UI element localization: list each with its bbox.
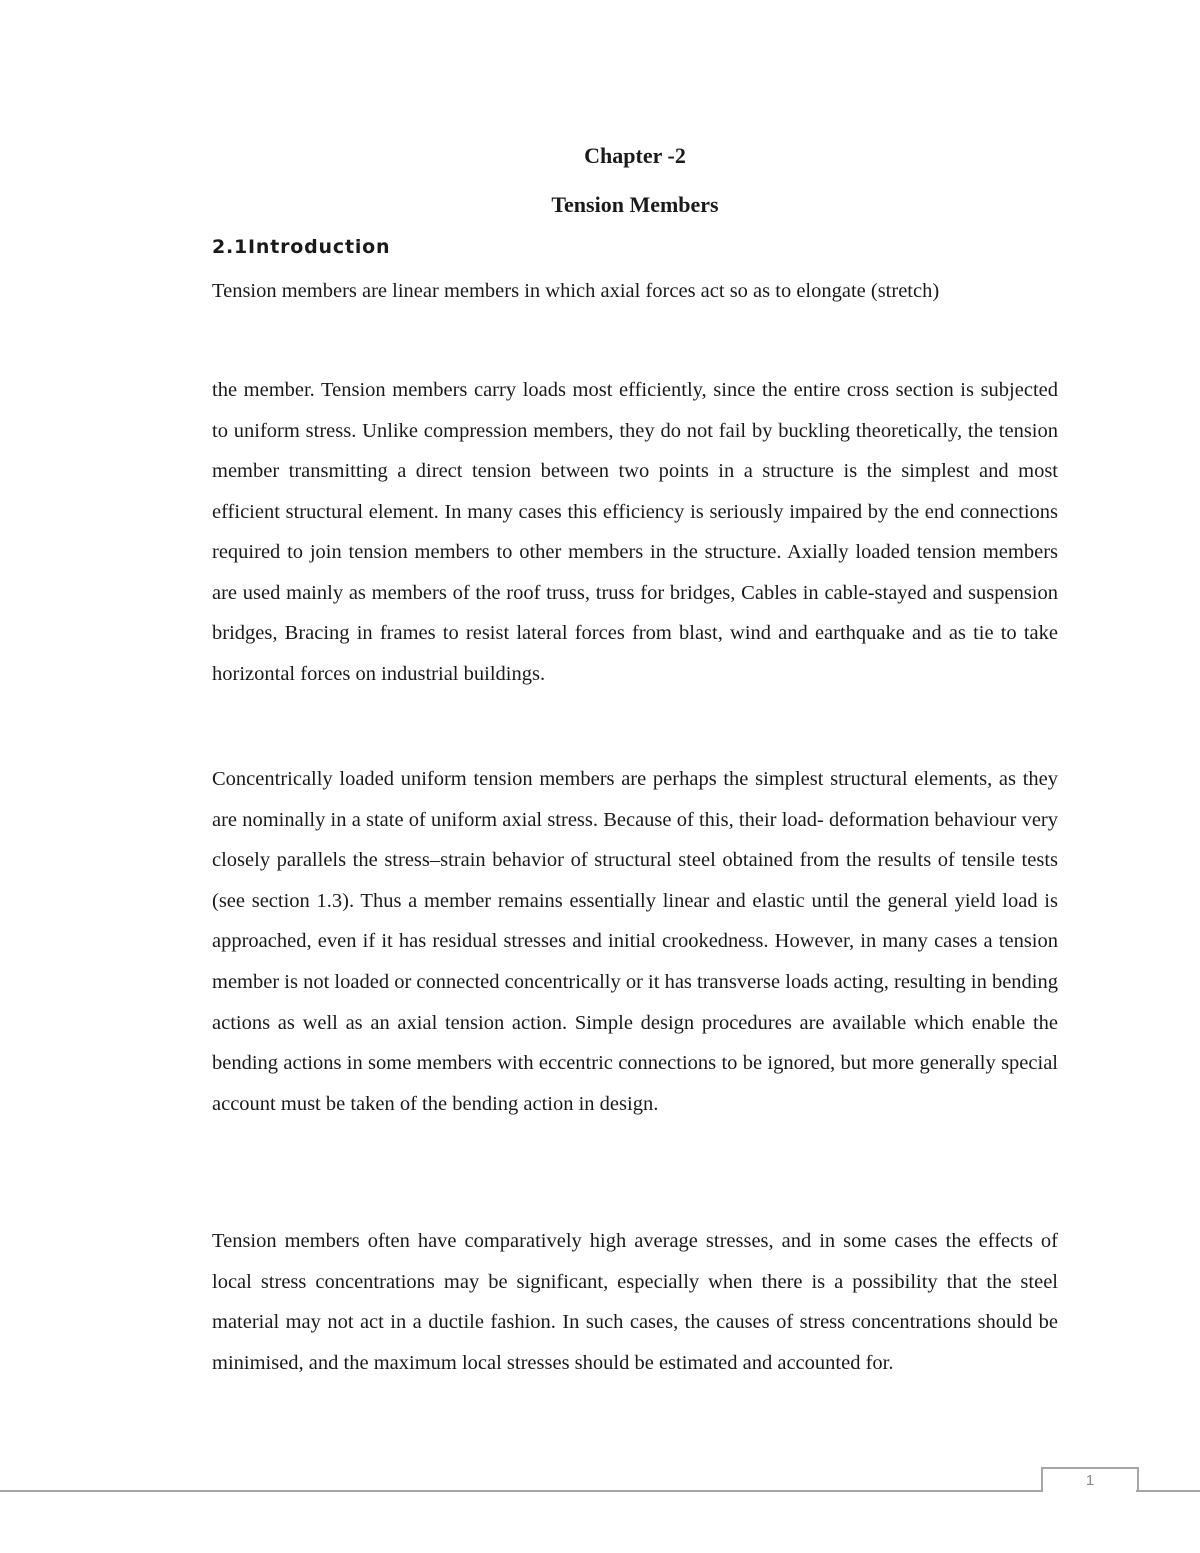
page-number: 1 (1085, 1472, 1095, 1489)
section-heading: 2.1Introduction (212, 236, 391, 258)
footer-rule (0, 1490, 1042, 1492)
footer-rule-right (1136, 1490, 1200, 1492)
paragraph-first-line: Tension members are linear members in which axial forces act so as to elongate (stretch) (212, 280, 940, 302)
chapter-title: Chapter -2 (584, 143, 686, 168)
paragraph: the member. Tension members carry loads most efficiently, since the entire cross section is subjected to uniform stress. Unlike compression members, they do not fail by buckling theoretically, the tension member transmitting a direct tension between two points in a structure is the simplest and most efficient structural element. In many cases this efficiency is seriously impaired by the end connections required to join tension members to other members in the structure. Axially loaded tension members are used mainly as members of the roof truss, truss for bridges, Cables in cable-stayed and suspension bridges, Bracing in frames to resist lateral forces from blast, wind and earthquake and as tie to take horizontal forces on industrial buildings. (212, 379, 1058, 685)
paragraph: Concentrically loaded uniform tension members are perhaps the simplest structural elements, as they are nominally in a state of uniform axial stress. Because of this, their load- deformation behaviour very closely parallels the stress–strain behavior of structural steel obtained from the results of tensile tests (see section 1.3). Thus a member remains essentially linear and elastic until the general yield load is approached, even if it has residual stresses and initial crookedness. However, in many cases a tension member is not loaded or connected concentrically or it has transverse loads acting, resulting in bending actions as well as an axial tension action. Simple design procedures are available which enable the bending actions in some members with eccentric connections to be ignored, but more generally special account must be taken of the bending action in design. (212, 768, 1058, 1115)
paragraph: Tension members often have comparatively high average stresses, and in some cases the effects of local stress concentrations may be significant, especially when there is a possibility that the steel material may not act in a ductile fashion. In such cases, the causes of stress concentrations should be minimised, and the maximum local stresses should be estimated and accounted for. (212, 1230, 1058, 1375)
chapter-subtitle: Tension Members (551, 192, 719, 217)
